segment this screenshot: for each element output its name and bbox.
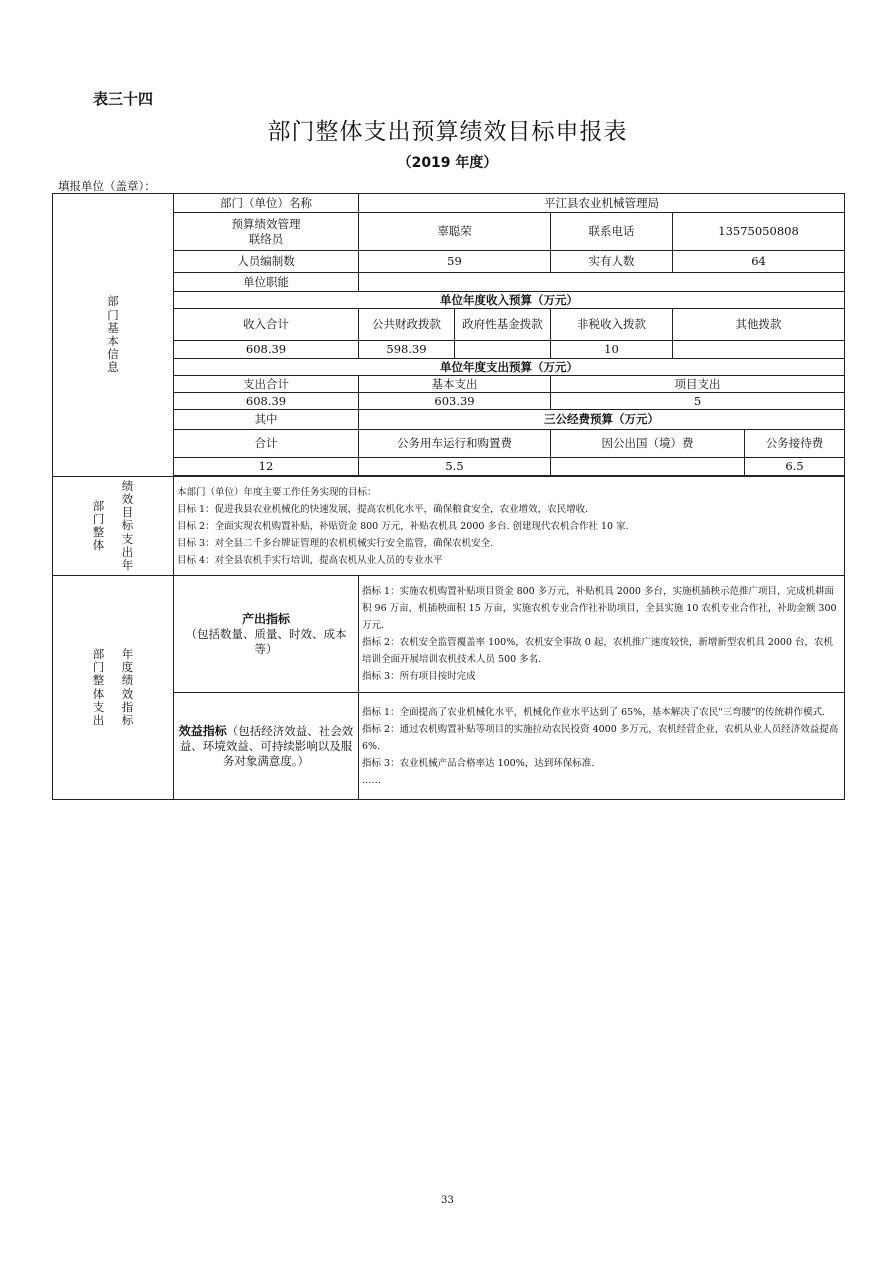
output-item: 指标 2：农机安全监管覆盖率 100%，农机安全事故 0 起，农机推广速度较快，新增新型农机具 2000 台，农机培训全面开展培训农机技术人员 500 多名. — [362, 637, 834, 665]
income-col-total: 收入合计 — [174, 309, 359, 341]
table-label: 表三十四 — [93, 90, 154, 108]
staff-quota-value: 59 — [359, 251, 551, 273]
goal-item: 目标 1：促进我县农业机械化的快速发展，提高农机化水平，确保粮食安全，农业增效，农民增收. — [177, 503, 589, 515]
goals-intro: 本部门（单位）年度主要工作任务实现的目标： — [177, 486, 377, 498]
income-col-public: 公共财政拨款 — [359, 309, 455, 341]
goals-content — [174, 477, 845, 576]
three-col-abroad: 因公出国（境）费 — [551, 430, 745, 458]
three-col-reception: 公务接待费 — [745, 430, 845, 458]
benefit-item: …… — [362, 774, 381, 786]
staff-quota-label: 人员编制数 — [174, 251, 359, 273]
contact-name: 辜聪荣 — [359, 213, 551, 251]
page-number: 33 — [441, 1195, 454, 1206]
function-value — [359, 273, 845, 292]
three-val-total: 12 — [174, 458, 359, 476]
benefit-item: 指标 2：通过农机购置补贴等项目的实施拉动农民投资 4000 多万元，农机经营企业，农机从业人员经济效益提高 6%. — [362, 723, 839, 752]
of-which-label: 其中 — [174, 410, 359, 430]
expense-header: 单位年度支出预算（万元） — [174, 359, 845, 376]
basic-info-side-label: 部门基本信息 — [53, 194, 174, 477]
fill-unit-label: 填报单位（盖章）： — [58, 179, 156, 193]
year-label: （2019 年度） — [397, 155, 498, 171]
performance-target-table — [52, 193, 845, 800]
three-col-vehicle: 公务用车运行和购置费 — [359, 430, 551, 458]
phone-label: 联系电话 — [551, 213, 673, 251]
income-val-nontax: 10 — [551, 341, 673, 359]
income-col-fund: 政府性基金拨款 — [455, 309, 551, 341]
expense-col-project: 项目支出 — [551, 376, 845, 393]
page-title: 部门整体支出预算绩效目标申报表 — [267, 119, 628, 145]
income-col-nontax: 非税收入拨款 — [551, 309, 673, 341]
income-header: 单位年度收入预算（万元） — [174, 292, 845, 309]
goal-item: 目标 2：全面实现农机购置补贴，补贴资金 800 万元，补贴农机具 2000 多台. 创建现代农机合作社 10 家. — [177, 520, 629, 532]
dept-name-label: 部门（单位）名称 — [174, 194, 359, 213]
three-public-header: 三公经费预算（万元） — [359, 410, 845, 430]
benefit-item: 指标 1：全面提高了农业机械化水平，机械化作业水平达到了 65%，基本解决了农民"三弯腰"的传统耕作模式. — [362, 706, 825, 718]
expense-val-project: 5 — [551, 393, 845, 410]
staff-actual-label: 实有人数 — [551, 251, 673, 273]
income-val-public: 598.39 — [359, 341, 455, 359]
three-col-total: 合计 — [174, 430, 359, 458]
goal-item: 目标 3：对全县二千多台牌证管理的农机机械实行安全监管，确保农机安全. — [177, 537, 494, 549]
benefit-indicator-content — [359, 693, 845, 800]
contact-label: 预算绩效管理 联络员 — [174, 213, 359, 251]
income-val-total: 608.39 — [174, 341, 359, 359]
output-item: 指标 1：实施农机购置补贴项目资金 800 多万元，补贴机具 2000 多台，实施机插秧示范推广项目，完成机耕面积 96 万亩，机插秧面积 15 万亩，实施农机专业合作社补助项目，全县实施 10 农机专业合作社，补助金额 300 万元. — [362, 586, 837, 631]
goal-item: 目标 4：对全县农机手实行培训，提高农机从业人员的专业水平 — [177, 554, 443, 566]
three-val-vehicle: 5.5 — [359, 458, 551, 476]
phone-value: 13575050808 — [673, 213, 845, 251]
output-item: 指标 3：所有项目按时完成 — [362, 671, 476, 682]
three-val-abroad — [551, 458, 745, 476]
function-label: 单位职能 — [174, 273, 359, 292]
output-indicator-content — [359, 576, 845, 693]
output-indicator-label: 产出指标 （包括数量、质量、时效、成本等） — [174, 576, 359, 693]
staff-actual-value: 64 — [673, 251, 845, 273]
expense-val-total: 608.39 — [174, 393, 359, 410]
income-col-other: 其他拨款 — [673, 309, 845, 341]
benefit-item: 指标 3：农业机械产品合格率达 100%，达到环保标准. — [362, 757, 595, 769]
income-val-other — [673, 341, 845, 359]
goals-side-label: 部门整体 绩效目标支出年 — [53, 477, 174, 576]
indicators-side-label: 部门整体支出 年度绩效指标 — [53, 576, 174, 800]
benefit-indicator-label: 效益指标（包括经济效益、社会效益、环境效益、可持续影响以及服务对象满意度。） — [174, 693, 359, 800]
three-val-reception: 6.5 — [745, 458, 845, 476]
income-val-fund — [455, 341, 551, 359]
expense-val-basic: 603.39 — [359, 393, 551, 410]
expense-col-total: 支出合计 — [174, 376, 359, 393]
expense-col-basic: 基本支出 — [359, 376, 551, 393]
dept-name-value: 平江县农业机械管理局 — [359, 194, 845, 213]
